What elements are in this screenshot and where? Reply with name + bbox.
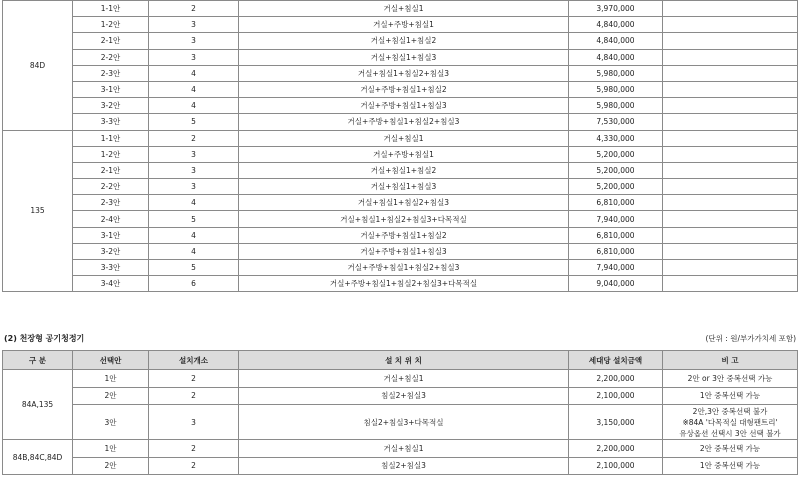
location-cell: 거실+침실1+침실2 bbox=[239, 33, 569, 49]
plan-cell: 2-3안 bbox=[73, 65, 149, 81]
table-row bbox=[3, 33, 798, 49]
location-cell: 거실+침실1+침실3 bbox=[239, 49, 569, 65]
count-cell: 4 bbox=[149, 98, 239, 114]
table-row bbox=[3, 440, 798, 458]
plan-cell: 2-1안 bbox=[73, 162, 149, 178]
table-row bbox=[3, 243, 798, 259]
header-price: 세대당 설치금액 bbox=[569, 351, 663, 370]
location-cell: 침실2+침실3 bbox=[239, 387, 569, 405]
count-cell: 5 bbox=[149, 211, 239, 227]
table-row bbox=[3, 65, 798, 81]
count-cell: 3 bbox=[149, 162, 239, 178]
plan-cell: 2-3안 bbox=[73, 195, 149, 211]
table-row bbox=[3, 146, 798, 162]
air-purifier-table bbox=[2, 350, 798, 475]
note-cell bbox=[663, 211, 798, 227]
note-line: 2안,3안 중복선택 불가 bbox=[692, 406, 768, 416]
count-cell: 2 bbox=[149, 457, 239, 475]
note-cell bbox=[663, 146, 798, 162]
plan-cell: 2안 bbox=[73, 457, 149, 475]
price-cell: 2,100,000 bbox=[569, 387, 663, 405]
price-cell: 5,980,000 bbox=[569, 98, 663, 114]
price-cell: 7,940,000 bbox=[569, 260, 663, 276]
plan-cell: 1-1안 bbox=[73, 1, 149, 17]
price-cell: 7,940,000 bbox=[569, 211, 663, 227]
header-plan: 선택안 bbox=[73, 351, 149, 370]
price-cell: 5,200,000 bbox=[569, 146, 663, 162]
location-cell: 거실+주방+침실1 bbox=[239, 146, 569, 162]
location-cell: 침실2+침실3+다목적실 bbox=[239, 405, 569, 440]
unit-note: (단위 : 원/부가가치세 포함) bbox=[705, 334, 796, 343]
table-row bbox=[3, 81, 798, 97]
note-cell bbox=[663, 179, 798, 195]
price-cell: 3,970,000 bbox=[569, 1, 663, 17]
table-row bbox=[3, 17, 798, 33]
plan-cell: 3안 bbox=[73, 405, 149, 440]
plan-cell: 2안 bbox=[73, 387, 149, 405]
note-cell bbox=[663, 405, 798, 440]
count-cell: 3 bbox=[149, 49, 239, 65]
note-cell bbox=[663, 17, 798, 33]
table-row bbox=[3, 1, 798, 17]
note-cell bbox=[663, 276, 798, 292]
header-type: 구 분 bbox=[3, 351, 73, 370]
section-title: (2) 천장형 공기청정기 bbox=[4, 334, 85, 343]
table-row bbox=[3, 260, 798, 276]
table-row bbox=[3, 276, 798, 292]
table-row bbox=[3, 227, 798, 243]
count-cell: 6 bbox=[149, 276, 239, 292]
plan-cell: 3-4안 bbox=[73, 276, 149, 292]
note-cell bbox=[663, 33, 798, 49]
location-cell: 거실+주방+침실1+침실2 bbox=[239, 81, 569, 97]
location-cell: 거실+침실1+침실2 bbox=[239, 162, 569, 178]
note-cell bbox=[663, 227, 798, 243]
type-cell: 84B,84C,84D bbox=[3, 440, 73, 475]
price-cell: 9,040,000 bbox=[569, 276, 663, 292]
count-cell: 4 bbox=[149, 65, 239, 81]
type-cell: 84A,135 bbox=[3, 370, 73, 440]
price-cell: 5,980,000 bbox=[569, 65, 663, 81]
note-cell: 2안 중복선택 가능 bbox=[663, 440, 798, 458]
plan-cell: 1-2안 bbox=[73, 146, 149, 162]
location-cell: 거실+주방+침실1 bbox=[239, 17, 569, 33]
price-cell: 3,150,000 bbox=[569, 405, 663, 440]
price-cell: 4,840,000 bbox=[569, 49, 663, 65]
count-cell: 2 bbox=[149, 130, 239, 146]
price-cell: 5,200,000 bbox=[569, 179, 663, 195]
plan-cell: 2-4안 bbox=[73, 211, 149, 227]
count-cell: 3 bbox=[149, 17, 239, 33]
count-cell: 4 bbox=[149, 243, 239, 259]
location-cell: 거실+침실1 bbox=[239, 1, 569, 17]
count-cell: 5 bbox=[149, 260, 239, 276]
note-cell bbox=[663, 130, 798, 146]
plan-cell: 3-3안 bbox=[73, 114, 149, 130]
price-cell: 6,810,000 bbox=[569, 195, 663, 211]
price-cell: 4,840,000 bbox=[569, 33, 663, 49]
price-cell: 2,100,000 bbox=[569, 457, 663, 475]
note-cell bbox=[663, 65, 798, 81]
table-row bbox=[3, 457, 798, 475]
note-cell: 2안 or 3안 중복선택 가능 bbox=[663, 370, 798, 388]
note-cell bbox=[663, 49, 798, 65]
location-cell: 거실+주방+침실1+침실3 bbox=[239, 98, 569, 114]
plan-cell: 3-1안 bbox=[73, 227, 149, 243]
location-cell: 침실2+침실3 bbox=[239, 457, 569, 475]
count-cell: 3 bbox=[149, 146, 239, 162]
location-cell: 거실+주방+침실1+침실2+침실3 bbox=[239, 260, 569, 276]
count-cell: 4 bbox=[149, 195, 239, 211]
table-row bbox=[3, 114, 798, 130]
location-cell: 거실+주방+침실1+침실2+침실3 bbox=[239, 114, 569, 130]
note-line: ※84A '다목적실 대형팬트리' bbox=[682, 417, 778, 427]
plan-cell: 2-1안 bbox=[73, 33, 149, 49]
note-cell bbox=[663, 162, 798, 178]
table-row bbox=[3, 211, 798, 227]
count-cell: 5 bbox=[149, 114, 239, 130]
type-cell: 84D bbox=[3, 1, 73, 131]
location-cell: 거실+침실1 bbox=[239, 130, 569, 146]
header-location: 설 치 위 치 bbox=[239, 351, 569, 370]
price-cell: 5,200,000 bbox=[569, 162, 663, 178]
count-cell: 2 bbox=[149, 440, 239, 458]
location-cell: 거실+주방+침실1+침실2 bbox=[239, 227, 569, 243]
table-header-row bbox=[3, 351, 798, 370]
location-cell: 거실+침실1 bbox=[239, 440, 569, 458]
location-cell: 거실+침실1+침실2+침실3 bbox=[239, 65, 569, 81]
note-cell bbox=[663, 195, 798, 211]
count-cell: 2 bbox=[149, 1, 239, 17]
note-cell: 1안 중복선택 가능 bbox=[663, 457, 798, 475]
note-cell bbox=[663, 243, 798, 259]
plan-cell: 1-2안 bbox=[73, 17, 149, 33]
location-cell: 거실+침실1 bbox=[239, 370, 569, 388]
location-cell: 거실+침실1+침실3 bbox=[239, 179, 569, 195]
plan-cell: 3-3안 bbox=[73, 260, 149, 276]
price-cell: 2,200,000 bbox=[569, 370, 663, 388]
price-cell: 4,330,000 bbox=[569, 130, 663, 146]
count-cell: 2 bbox=[149, 370, 239, 388]
plan-cell: 3-2안 bbox=[73, 98, 149, 114]
count-cell: 2 bbox=[149, 387, 239, 405]
table-row bbox=[3, 370, 798, 388]
plan-cell: 1-1안 bbox=[73, 130, 149, 146]
header-note: 비 고 bbox=[663, 351, 798, 370]
count-cell: 3 bbox=[149, 405, 239, 440]
table-row bbox=[3, 195, 798, 211]
location-cell: 거실+침실1+침실2+침실3+다목적실 bbox=[239, 211, 569, 227]
note-cell bbox=[663, 98, 798, 114]
plan-cell: 1안 bbox=[73, 370, 149, 388]
option-price-table-1 bbox=[2, 0, 798, 292]
note-cell bbox=[663, 260, 798, 276]
location-cell: 거실+침실1+침실2+침실3 bbox=[239, 195, 569, 211]
location-cell: 거실+주방+침실1+침실3 bbox=[239, 243, 569, 259]
price-cell: 5,980,000 bbox=[569, 81, 663, 97]
price-cell: 4,840,000 bbox=[569, 17, 663, 33]
count-cell: 4 bbox=[149, 81, 239, 97]
plan-cell: 1안 bbox=[73, 440, 149, 458]
plan-cell: 3-1안 bbox=[73, 81, 149, 97]
price-cell: 6,810,000 bbox=[569, 227, 663, 243]
table-row bbox=[3, 162, 798, 178]
note-cell bbox=[663, 1, 798, 17]
note-cell: 1안 중복선택 가능 bbox=[663, 387, 798, 405]
count-cell: 4 bbox=[149, 227, 239, 243]
count-cell: 3 bbox=[149, 33, 239, 49]
table-row bbox=[3, 130, 798, 146]
price-cell: 7,530,000 bbox=[569, 114, 663, 130]
type-cell: 135 bbox=[3, 130, 73, 292]
plan-cell: 2-2안 bbox=[73, 49, 149, 65]
table-row bbox=[3, 387, 798, 405]
header-count: 설치개소 bbox=[149, 351, 239, 370]
plan-cell: 2-2안 bbox=[73, 179, 149, 195]
count-cell: 3 bbox=[149, 179, 239, 195]
plan-cell: 3-2안 bbox=[73, 243, 149, 259]
location-cell: 거실+주방+침실1+침실2+침실3+다목적실 bbox=[239, 276, 569, 292]
price-cell: 2,200,000 bbox=[569, 440, 663, 458]
table-row bbox=[3, 49, 798, 65]
price-cell: 6,810,000 bbox=[569, 243, 663, 259]
note-cell bbox=[663, 114, 798, 130]
table-row bbox=[3, 98, 798, 114]
note-line: 유상옵션 선택시 3안 선택 불가 bbox=[679, 428, 781, 438]
table-row bbox=[3, 179, 798, 195]
note-cell bbox=[663, 81, 798, 97]
table-row bbox=[3, 405, 798, 440]
